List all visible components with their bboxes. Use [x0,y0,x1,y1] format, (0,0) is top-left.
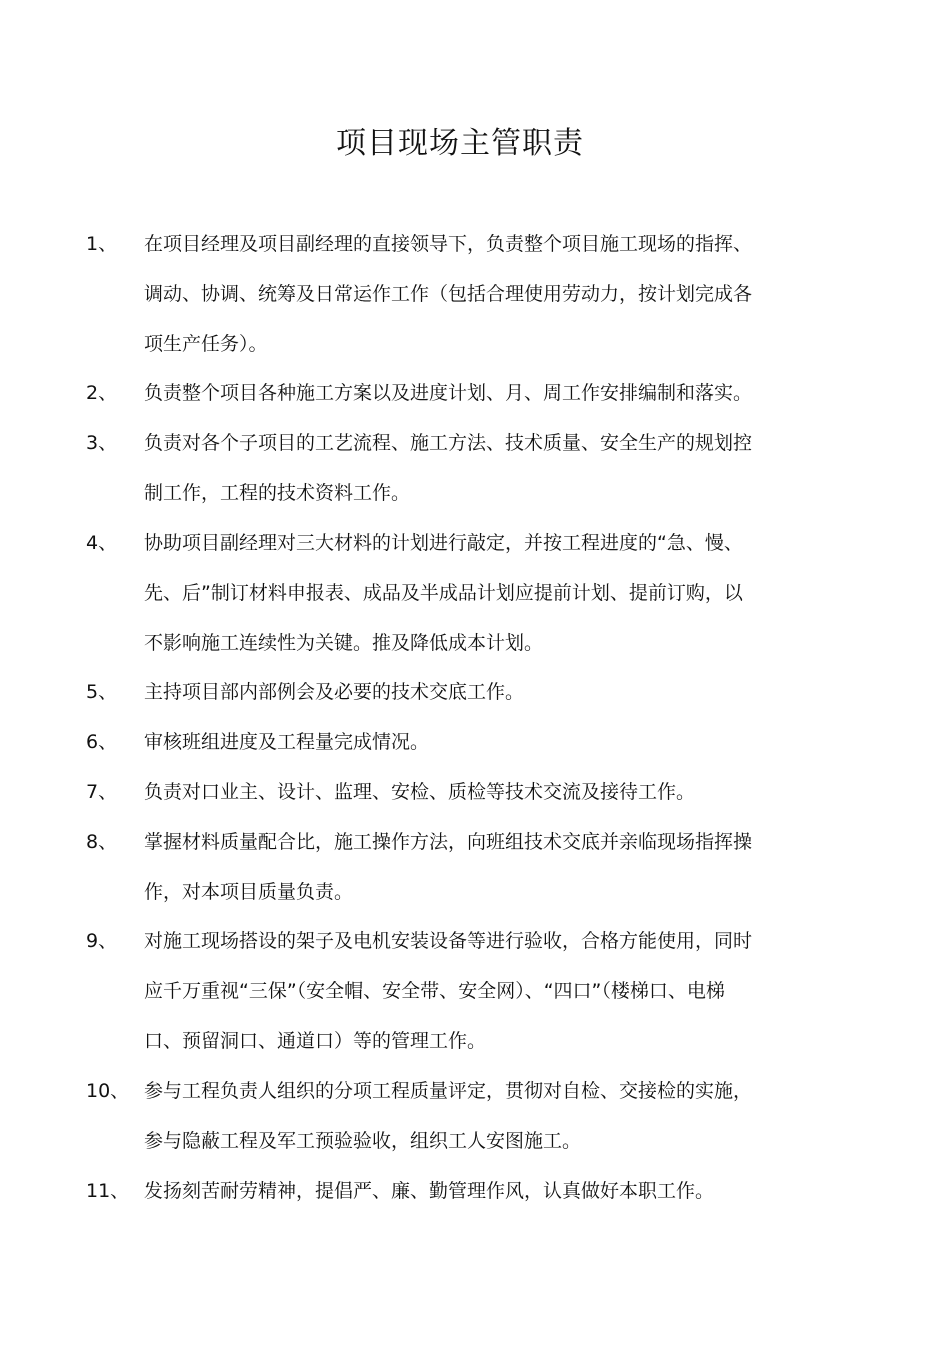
item-line: 应千万重视“三保”（安全帽、安全带、安全网）、“四口”（楼梯口、电梯 [144,980,725,1002]
item-line: 负责对各个子项目的工艺流程、施工方法、技术质量、安全生产的规划控 [144,432,753,454]
item-line: 制工作，工程的技术资料工作。 [144,482,411,504]
item-line: 负责整个项目各种施工方案以及进度计划、月、周工作安排编制和落实。 [144,382,753,404]
item-line: 协助项目副经理对三大材料的计划进行敲定，并按工程进度的“急、慢、 [144,532,743,554]
item-line: 对施工现场搭设的架子及电机安装设备等进行验收，合格方能使用，同时 [144,930,753,952]
item-number: 4、 [86,532,118,554]
item-number: 1、 [86,233,118,255]
item-number: 10、 [86,1080,130,1102]
item-number: 6、 [86,731,118,753]
item-line: 审核班组进度及工程量完成情况。 [144,731,430,753]
item-line: 调动、协调、统筹及日常运作工作（包括合理使用劳动力，按计划完成各 [144,283,753,305]
item-number: 3、 [86,432,118,454]
item-number: 11、 [86,1180,130,1202]
item-line: 项生产任务）。 [144,333,268,355]
document-title: 项目现场主管职责 [336,126,584,161]
item-line: 作，对本项目质量负责。 [144,881,354,903]
item-line: 先、后”制订材料申报表、成品及半成品计划应提前计划、提前订购，以 [144,582,743,604]
item-number: 9、 [86,930,118,952]
item-line: 主持项目部内部例会及必要的技术交底工作。 [144,681,525,703]
item-line: 参与工程负责人组织的分项工程质量评定，贯彻对自检、交接检的实施， [144,1080,753,1102]
item-line: 掌握材料质量配合比，施工操作方法，向班组技术交底并亲临现场指挥操 [144,831,753,853]
item-line: 不影响施工连续性为关键。推及降低成本计划。 [144,632,544,654]
item-line: 口、预留洞口、通道口）等的管理工作。 [144,1030,487,1052]
item-line: 发扬刻苦耐劳精神，提倡严、廉、勤管理作风，认真做好本职工作。 [144,1180,715,1202]
item-number: 5、 [86,681,118,703]
item-number: 8、 [86,831,118,853]
item-line: 负责对口业主、设计、监理、安检、质检等技术交流及接待工作。 [144,781,696,803]
item-number: 7、 [86,781,118,803]
item-line: 参与隐蔽工程及军工预验验收，组织工人安图施工。 [144,1130,582,1152]
item-line: 在项目经理及项目副经理的直接领导下，负责整个项目施工现场的指挥、 [144,233,753,255]
item-number: 2、 [86,382,118,404]
